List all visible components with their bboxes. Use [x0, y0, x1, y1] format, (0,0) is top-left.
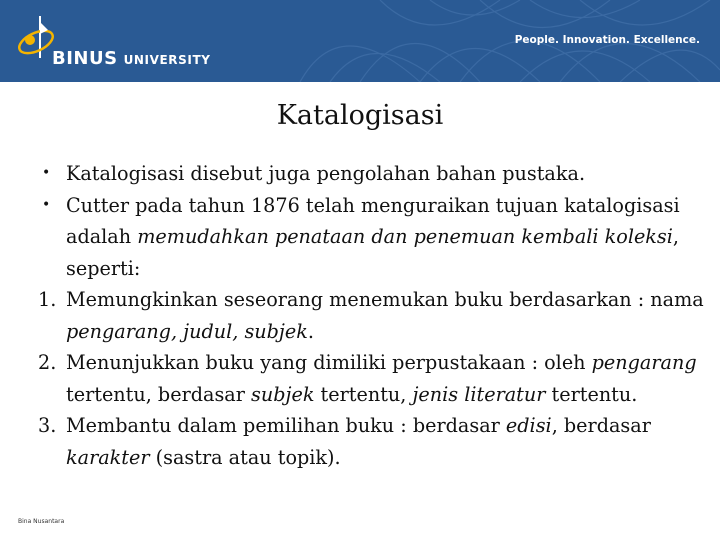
- bullet-marker: •: [42, 196, 51, 213]
- text-run: Menunjukkan buku yang dimiliki perpustakaan : oleh: [66, 351, 592, 374]
- text-run: tertentu, berdasar: [66, 382, 252, 406]
- numbered-item: [38, 284, 708, 347]
- brand-name: [52, 48, 211, 69]
- item-text: [38, 410, 708, 473]
- text-run: tertentu,: [314, 382, 413, 406]
- item-number: 3.: [38, 414, 57, 437]
- brand-text: BINUS: [52, 48, 118, 69]
- slide-title: [0, 100, 720, 131]
- text-run: (sastra atau topik).: [149, 445, 341, 469]
- item-text: [38, 158, 708, 190]
- university-logo: [14, 12, 234, 72]
- item-number: 2.: [38, 351, 57, 374]
- text-run: Katalogisasi disebut juga pengolahan bahan pustaka.: [66, 162, 586, 185]
- bullet-item: [38, 190, 708, 285]
- text-run: tertentu.: [545, 382, 638, 406]
- tagline: People. Innovation. Excellence.: [514, 34, 700, 46]
- slide-header: [0, 0, 720, 82]
- emphasis-text: edisi: [505, 414, 552, 437]
- text-run: .: [307, 319, 314, 343]
- item-text: [38, 347, 708, 410]
- item-text: [38, 284, 708, 347]
- item-text: [38, 190, 708, 285]
- brand-suffix: UNIVERSITY: [123, 53, 211, 67]
- emphasis-text: karakter: [66, 445, 150, 469]
- slide-content: [38, 158, 708, 473]
- slide-title-text: Katalogisasi: [276, 100, 444, 131]
- text-run: Membantu dalam pemilihan buku : berdasar: [66, 414, 506, 437]
- footer-text: Bina Nusantara: [18, 518, 65, 525]
- item-number: 1.: [38, 288, 57, 311]
- emphasis-text: pengarang, judul, subjek: [66, 319, 308, 343]
- emphasis-text: memudahkan penataan dan penemuan kembali koleksi: [137, 225, 673, 248]
- text-run: Memungkinkan seseorang menemukan buku berdasarkan : nama: [66, 288, 704, 311]
- emphasis-text: pengarang: [591, 351, 697, 374]
- emphasis-text: jenis literatur: [412, 382, 546, 406]
- text-run: , berdasar: [551, 414, 651, 437]
- bullet-item: [38, 158, 708, 190]
- numbered-item: [38, 410, 708, 473]
- numbered-item: [38, 347, 708, 410]
- text-run: Cutter pada tahun 1876 telah menguraikan tujuan katalogisasi adalah: [66, 193, 680, 248]
- emphasis-text: subjek: [251, 382, 315, 406]
- text-run: , seperti:: [66, 225, 680, 280]
- bullet-marker: •: [42, 165, 51, 181]
